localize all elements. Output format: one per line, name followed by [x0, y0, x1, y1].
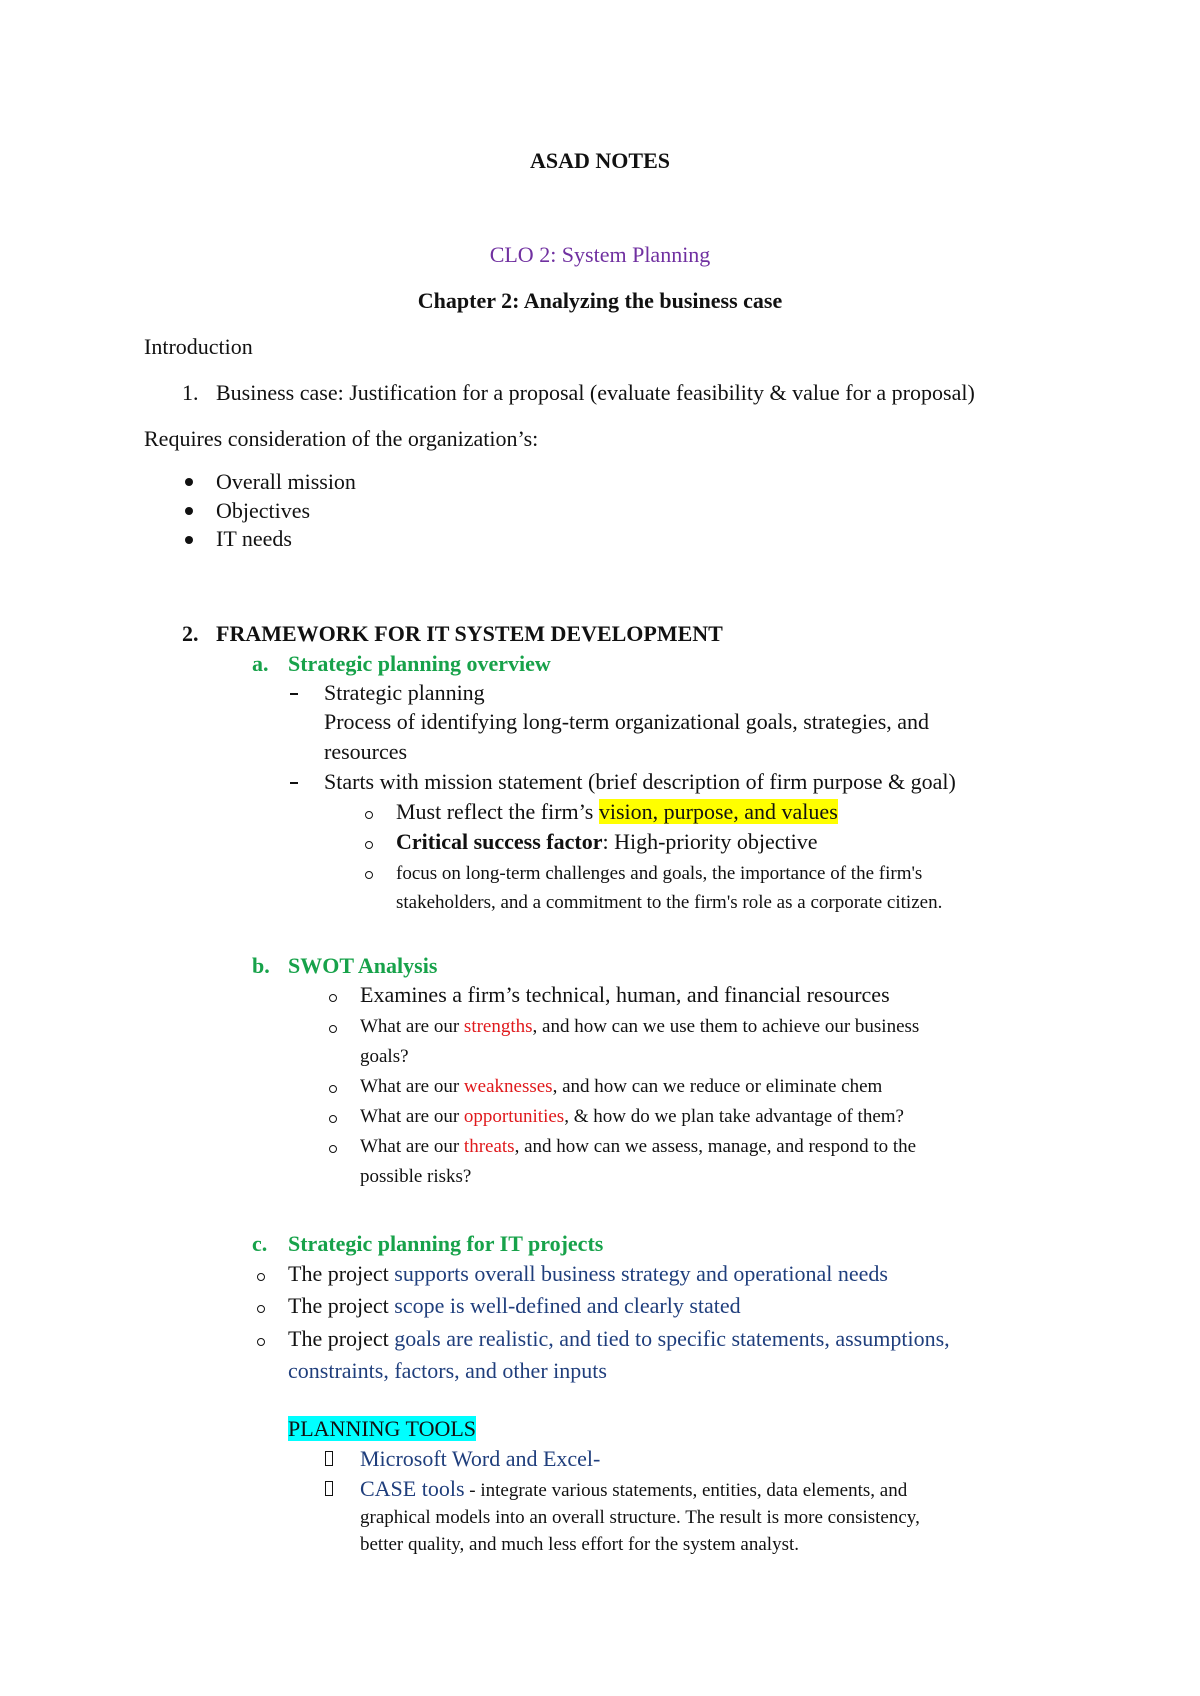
swot-weaknesses-text: What are our weaknesses, and how can we reduce or eliminate chem	[360, 1076, 883, 1097]
section2-title: FRAMEWORK FOR IT SYSTEM DEVELOPMENT	[216, 621, 723, 646]
highlighted-text: vision, purpose, and values	[598, 799, 838, 824]
dash-marker	[290, 693, 298, 695]
section-c-title: Strategic planning for IT projects	[288, 1231, 604, 1256]
section2-marker: 2.	[182, 621, 199, 646]
swot-threats-text-cont: possible risks?	[360, 1166, 472, 1187]
section-a-title: Strategic planning overview	[288, 651, 551, 676]
swot-opportunities-text: What are our opportunities, & how do we plan take advantage of them?	[360, 1106, 904, 1127]
tool-case: CASE tools - integrate various statements, entities, data elements, and	[360, 1476, 908, 1501]
consideration-item: Objectives	[216, 498, 311, 523]
critical-success-text: Critical success factor: High-priority objective	[396, 829, 818, 854]
bullet-icon	[185, 478, 193, 486]
mission-reflect-text: Must reflect the firm’s vision, purpose, and values	[396, 799, 838, 824]
circle-bullet-icon	[329, 1025, 337, 1033]
chapter-heading: Chapter 2: Analyzing the business case	[417, 288, 783, 313]
circle-bullet-icon	[329, 1115, 337, 1123]
missing-glyph-bullet-icon	[325, 1481, 333, 1496]
circle-bullet-icon	[365, 811, 373, 819]
circle-bullet-icon	[365, 841, 373, 849]
circle-bullet-icon	[257, 1273, 265, 1281]
intro-heading: Introduction	[144, 334, 253, 359]
circle-bullet-icon	[329, 1085, 337, 1093]
project-goals-text-cont: constraints, factors, and other inputs	[288, 1358, 607, 1383]
circle-bullet-icon	[365, 871, 373, 879]
project-strategy-text: The project supports overall business strategy and operational needs	[288, 1261, 888, 1286]
missing-glyph-bullet-icon	[325, 1451, 333, 1466]
swot-threats-text: What are our threats, and how can we assess, manage, and respond to the	[360, 1136, 917, 1157]
tool-word-excel: Microsoft Word and Excel-	[360, 1446, 601, 1471]
project-goals-text: The project goals are realistic, and tied to specific statements, assumptions,	[288, 1326, 950, 1351]
circle-bullet-icon	[257, 1338, 265, 1346]
document-title: ASAD NOTES	[530, 148, 670, 173]
swot-strengths-text-cont: goals?	[360, 1046, 409, 1067]
swot-resources-text: Examines a firm’s technical, human, and financial resources	[360, 982, 890, 1007]
tool-case-cont: better quality, and much less effort for the system analyst.	[360, 1534, 799, 1555]
focus-text: focus on long-term challenges and goals, the importance of the firm's	[396, 863, 923, 884]
requires-text: Requires consideration of the organization’s:	[144, 426, 539, 451]
item1-marker: 1.	[182, 380, 199, 405]
mission-statement-text: Starts with mission statement (brief description of firm purpose & goal)	[324, 769, 956, 794]
section-b-marker: b.	[252, 953, 270, 978]
strategic-planning-term: Strategic planning	[324, 680, 485, 705]
swot-strengths-text: What are our strengths, and how can we use them to achieve our business	[360, 1016, 920, 1037]
dash-marker	[290, 782, 298, 784]
strategic-planning-definition-cont: resources	[324, 739, 408, 764]
strategic-planning-definition: Process of identifying long-term organizational goals, strategies, and	[324, 709, 930, 734]
circle-bullet-icon	[329, 1145, 337, 1153]
section-a-marker: a.	[252, 651, 269, 676]
clo-heading: CLO 2: System Planning	[489, 242, 711, 267]
focus-text-cont: stakeholders, and a commitment to the firm's role as a corporate citizen.	[396, 892, 943, 913]
bullet-icon	[185, 536, 193, 544]
circle-bullet-icon	[329, 994, 337, 1002]
consideration-item: Overall mission	[216, 469, 356, 494]
tool-case-cont: graphical models into an overall structure. The result is more consistency,	[360, 1507, 920, 1528]
item1-text: Business case: Justification for a proposal (evaluate feasibility & value for a proposal)	[216, 380, 975, 405]
bullet-icon	[185, 507, 193, 515]
planning-tools-heading: PLANNING TOOLS	[288, 1416, 477, 1441]
consideration-item: IT needs	[216, 526, 292, 551]
project-scope-text: The project scope is well-defined and clearly stated	[288, 1293, 741, 1318]
circle-bullet-icon	[257, 1305, 265, 1313]
section-c-marker: c.	[252, 1231, 268, 1256]
section-b-title: SWOT Analysis	[288, 953, 438, 978]
